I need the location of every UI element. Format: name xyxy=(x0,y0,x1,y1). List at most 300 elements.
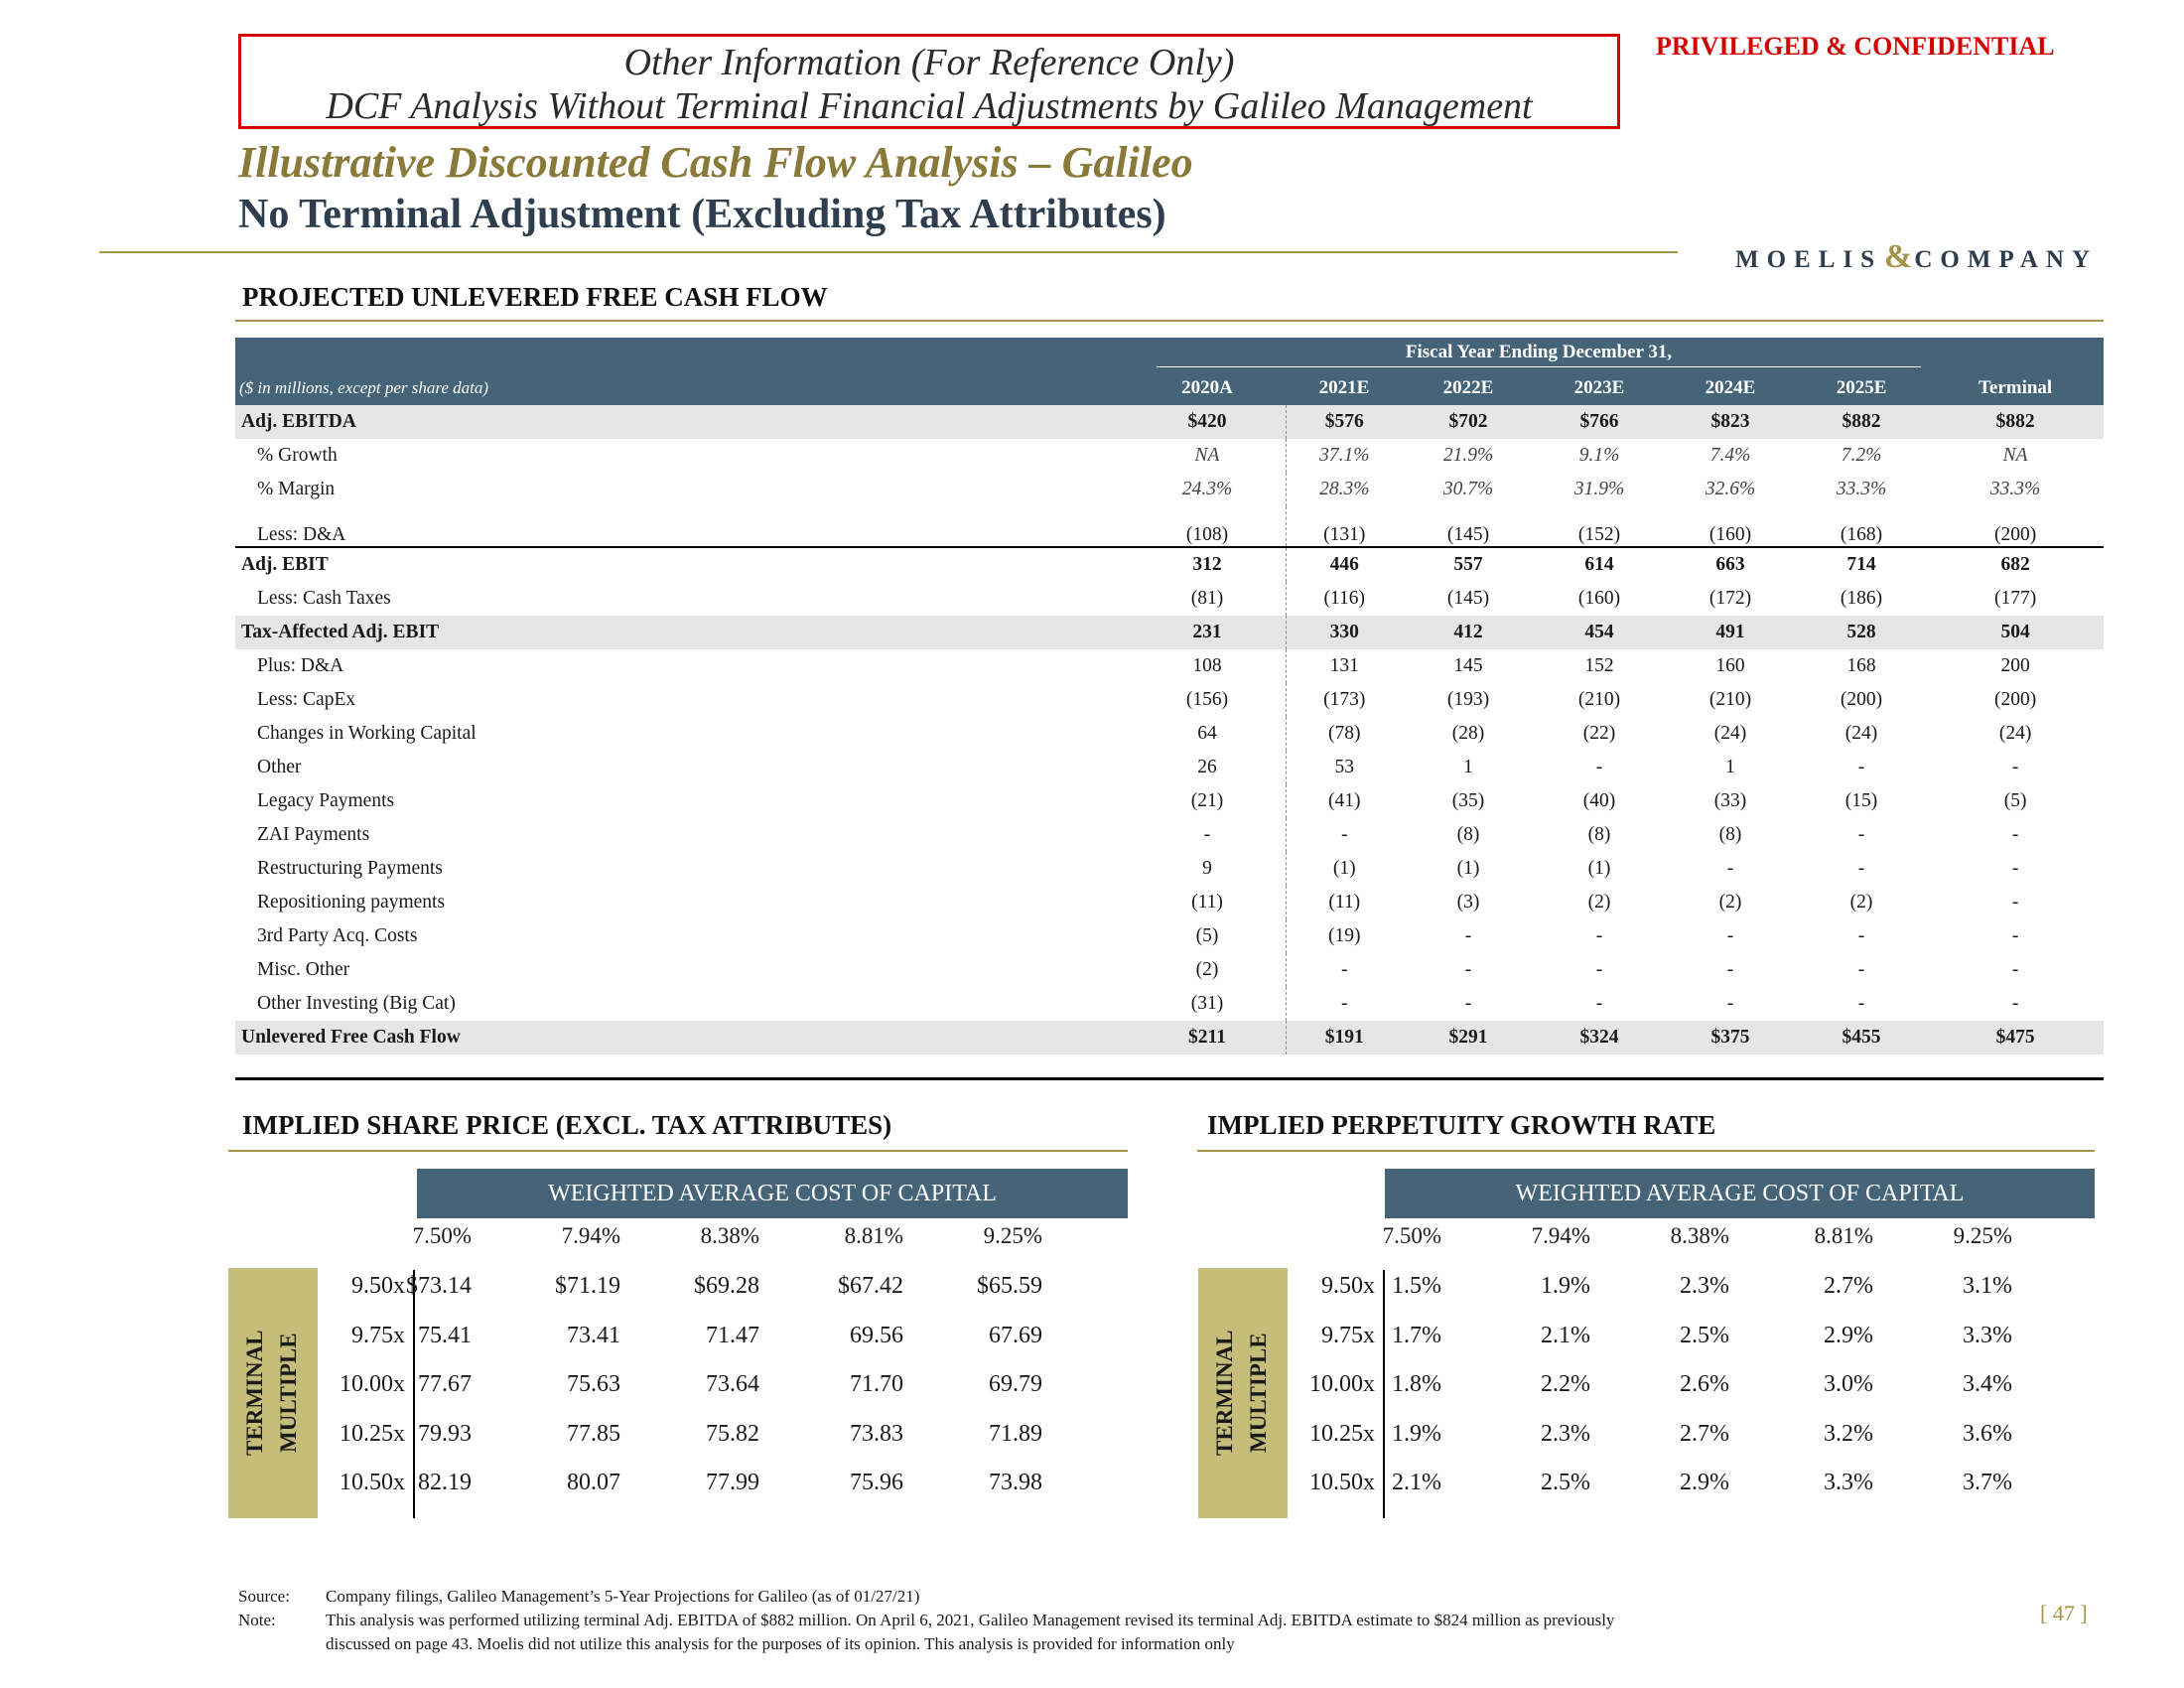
historical-divider xyxy=(1266,784,1286,818)
fcf-cell: 7.2% xyxy=(1841,445,1882,466)
fcf-cell: - xyxy=(2011,824,2019,845)
share-price-cell: 77.85 xyxy=(567,1420,620,1447)
fcf-cell: 412 xyxy=(1403,616,1534,649)
fcf-cell: (81) xyxy=(1190,588,1224,609)
fcf-cell: - xyxy=(2011,925,2019,946)
fcf-row-label: Adj. EBIT xyxy=(235,547,1149,582)
share-price-wacc-header: 7.50% xyxy=(412,1223,472,1248)
fcf-cell: $191 xyxy=(1286,1021,1403,1055)
fcf-cell: 64 xyxy=(1197,723,1217,744)
year-header: 2022E xyxy=(1403,371,1534,405)
share-price-cell: 73.64 xyxy=(706,1371,759,1397)
fcf-cell: - xyxy=(1726,858,1734,879)
growth-multiple-row-label: 9.75x xyxy=(1321,1322,1375,1348)
fcf-cell: 9.1% xyxy=(1578,445,1620,466)
fcf-cell: (2) xyxy=(1849,892,1873,913)
historical-divider xyxy=(1266,405,1286,439)
fcf-row-label: % Margin xyxy=(257,479,336,499)
growth-cell: 2.5% xyxy=(1541,1470,1590,1495)
share-price-wacc-header: 9.25% xyxy=(983,1223,1042,1248)
fcf-cell: 454 xyxy=(1534,616,1665,649)
fcf-row xyxy=(235,987,2104,1021)
fcf-row-label: ZAI Payments xyxy=(257,824,370,845)
historical-divider xyxy=(1266,506,1286,547)
fcf-table xyxy=(235,338,2104,1055)
share-price-multiple-row-label: 10.00x xyxy=(340,1371,405,1397)
fcf-cell: - xyxy=(2011,757,2019,777)
growth-cell: 3.7% xyxy=(1963,1470,2012,1495)
share-price-cell: 77.99 xyxy=(706,1470,759,1495)
fcf-cell: (173) xyxy=(1323,689,1366,710)
fcf-cell: $455 xyxy=(1796,1021,1927,1055)
growth-cell: 1.8% xyxy=(1392,1371,1441,1397)
growth-multiple-row-label: 9.50x xyxy=(1321,1273,1375,1299)
historical-divider xyxy=(1266,1021,1286,1055)
growth-cell: 2.5% xyxy=(1680,1322,1729,1348)
share-price-terminal-label: TERMINAL xyxy=(242,1330,267,1457)
historical-divider xyxy=(1266,473,1286,506)
share-price-cell: 80.07 xyxy=(567,1470,620,1495)
fcf-row xyxy=(235,818,2104,852)
fcf-row-label: Tax-Affected Adj. EBIT xyxy=(235,616,1149,649)
fcf-row-label: Plus: D&A xyxy=(257,655,344,676)
fcf-cell: (8) xyxy=(1456,824,1480,845)
fcf-cell: 21.9% xyxy=(1442,445,1494,466)
fcf-cell: $324 xyxy=(1534,1021,1665,1055)
share-price-cell: $71.19 xyxy=(555,1273,620,1299)
year-header: 2025E xyxy=(1796,371,1927,405)
fcf-cell: (108) xyxy=(1185,524,1229,545)
fcf-cell: (24) xyxy=(1713,723,1747,744)
share-price-cell: 67.69 xyxy=(989,1322,1042,1348)
fcf-cell: (3) xyxy=(1456,892,1480,913)
growth-wacc-header: 9.25% xyxy=(1953,1223,2012,1248)
fcf-row-label: Misc. Other xyxy=(257,959,350,980)
note-label: Note: xyxy=(238,1611,276,1629)
growth-cell: 2.1% xyxy=(1541,1322,1590,1348)
fcf-cell: 33.3% xyxy=(1989,479,2041,499)
fcf-row-label: Legacy Payments xyxy=(257,790,395,811)
fcf-cell: (156) xyxy=(1185,689,1229,710)
fcf-cell: 53 xyxy=(1334,757,1354,777)
historical-divider xyxy=(1266,683,1286,717)
fcf-row xyxy=(235,683,2104,717)
year-header: 2021E xyxy=(1286,371,1403,405)
fcf-row xyxy=(235,784,2104,818)
share-price-cell: 75.63 xyxy=(567,1371,620,1397)
fcf-cell: $882 xyxy=(1796,405,1927,439)
fcf-cell: (200) xyxy=(1840,689,1883,710)
fcf-cell: - xyxy=(1857,993,1865,1014)
share-price-multiple-row-label: 10.25x xyxy=(340,1420,405,1447)
fcf-cell: 28.3% xyxy=(1319,479,1370,499)
fcf-cell: (160) xyxy=(1577,588,1621,609)
fcf-cell: 231 xyxy=(1149,616,1266,649)
fcf-cell: (168) xyxy=(1840,524,1883,545)
fcf-cell: (152) xyxy=(1577,524,1621,545)
share-price-cell: 71.47 xyxy=(706,1322,759,1348)
fcf-row xyxy=(235,582,2104,616)
growth-cell: 2.9% xyxy=(1680,1470,1729,1495)
growth-cell: 2.7% xyxy=(1680,1420,1729,1447)
fcf-cell: $882 xyxy=(1927,405,2104,439)
fcf-cell: 30.7% xyxy=(1442,479,1494,499)
fcf-cell: 32.6% xyxy=(1705,479,1756,499)
fcf-cell: (116) xyxy=(1323,588,1365,609)
fcf-cell: - xyxy=(1464,959,1472,980)
fcf-cell: $766 xyxy=(1534,405,1665,439)
fcf-row xyxy=(235,751,2104,784)
fcf-row-label: Unlevered Free Cash Flow xyxy=(235,1021,1149,1055)
fcf-row xyxy=(235,953,2104,987)
fcf-cell: 9 xyxy=(1202,858,1212,879)
fcf-cell: $420 xyxy=(1149,405,1266,439)
fcf-row-label: Less: CapEx xyxy=(257,689,356,710)
fcf-section-title: PROJECTED UNLEVERED FREE CASH FLOW xyxy=(242,282,828,312)
share-price-cell: 71.70 xyxy=(850,1371,903,1397)
fcf-cell: - xyxy=(1726,959,1734,980)
fcf-cell: (172) xyxy=(1708,588,1752,609)
fcf-cell: (131) xyxy=(1323,524,1366,545)
share-price-section-rule xyxy=(228,1150,1128,1152)
source-text: Company filings, Galileo Management’s 5-Year Projections for Galileo (as of 01/27/21) xyxy=(326,1587,920,1606)
historical-divider xyxy=(1266,547,1286,582)
fcf-cell: - xyxy=(1595,757,1603,777)
fcf-cell: (35) xyxy=(1451,790,1485,811)
historical-divider xyxy=(1266,717,1286,751)
share-price-cell: 75.82 xyxy=(706,1420,759,1447)
brand-logo xyxy=(1735,238,2098,276)
share-price-multiple-row-label: 9.75x xyxy=(351,1322,405,1348)
fcf-cell: (186) xyxy=(1840,588,1883,609)
fcf-cell: 504 xyxy=(1927,616,2104,649)
fcf-row-label: Adj. EBITDA xyxy=(235,405,1149,439)
share-price-wacc-header: WEIGHTED AVERAGE COST OF CAPITAL xyxy=(417,1169,1128,1218)
fcf-cell: $291 xyxy=(1403,1021,1534,1055)
fcf-cell: - xyxy=(1857,925,1865,946)
fcf-cell: 152 xyxy=(1584,655,1614,676)
fcf-row-label: Other xyxy=(257,757,302,777)
fcf-cell: (210) xyxy=(1708,689,1752,710)
fcf-cell: 312 xyxy=(1149,547,1266,582)
growth-cell: 3.1% xyxy=(1963,1273,2012,1299)
fcf-cell: (8) xyxy=(1718,824,1742,845)
growth-cell: 1.9% xyxy=(1392,1420,1441,1447)
year-header: 2023E xyxy=(1534,371,1665,405)
growth-wacc-header: 8.38% xyxy=(1670,1223,1729,1248)
fcf-cell: $375 xyxy=(1665,1021,1796,1055)
year-header: Terminal xyxy=(1927,371,2104,405)
fcf-cell: - xyxy=(2011,993,2019,1014)
fcf-row xyxy=(235,473,2104,506)
fcf-cell: - xyxy=(1595,959,1603,980)
fcf-cell: 528 xyxy=(1796,616,1927,649)
fcf-cell: 1 xyxy=(1725,757,1735,777)
share-price-cell: 73.83 xyxy=(850,1420,903,1447)
fcf-cell: (40) xyxy=(1582,790,1616,811)
fcf-header-row-2 xyxy=(235,371,2104,405)
growth-cell: 1.5% xyxy=(1392,1273,1441,1299)
fcf-row xyxy=(235,506,2104,547)
fcf-row-label: Other Investing (Big Cat) xyxy=(257,993,456,1014)
fcf-cell: (177) xyxy=(1993,588,2037,609)
growth-wacc-header: 7.50% xyxy=(1382,1223,1441,1248)
growth-multiple-row-label: 10.00x xyxy=(1309,1371,1375,1397)
growth-cell: 3.4% xyxy=(1963,1371,2012,1397)
fcf-row-label: Less: D&A xyxy=(257,524,346,545)
historical-divider xyxy=(1266,953,1286,987)
fcf-cell: (41) xyxy=(1328,790,1361,811)
fcf-cell: 557 xyxy=(1403,547,1534,582)
fcf-cell: 37.1% xyxy=(1319,445,1370,466)
fcf-cell: - xyxy=(1857,824,1865,845)
fcf-cell: (5) xyxy=(1195,925,1219,946)
fcf-cell: - xyxy=(1857,757,1865,777)
fcf-cell: - xyxy=(1464,925,1472,946)
fcf-cell: 108 xyxy=(1192,655,1222,676)
fcf-cell: (200) xyxy=(1993,689,2037,710)
fcf-cell: 33.3% xyxy=(1836,479,1887,499)
fcf-cell: (24) xyxy=(1998,723,2032,744)
fcf-cell: 26 xyxy=(1197,757,1217,777)
growth-cell: 1.7% xyxy=(1392,1322,1441,1348)
fcf-cell: - xyxy=(2011,892,2019,913)
fcf-row xyxy=(235,649,2104,683)
page-subtitle: No Terminal Adjustment (Excluding Tax Attributes) xyxy=(238,192,1166,237)
fcf-cell: (21) xyxy=(1190,790,1224,811)
fcf-cell: (11) xyxy=(1328,892,1361,913)
fcf-cell: $823 xyxy=(1665,405,1796,439)
growth-cell: 3.0% xyxy=(1824,1371,1873,1397)
fcf-cell: (22) xyxy=(1582,723,1616,744)
growth-cell: 2.3% xyxy=(1680,1273,1729,1299)
fcf-cell: - xyxy=(1726,925,1734,946)
fcf-cell: 491 xyxy=(1665,616,1796,649)
fcf-cell: (145) xyxy=(1446,524,1490,545)
growth-wacc-header: 8.81% xyxy=(1814,1223,1873,1248)
share-price-multiple-label: MULTIPLE xyxy=(276,1333,301,1454)
growth-wacc-header: WEIGHTED AVERAGE COST OF CAPITAL xyxy=(1385,1169,2095,1218)
growth-cell: 3.3% xyxy=(1963,1322,2012,1348)
page-title: Illustrative Discounted Cash Flow Analysis – Galileo xyxy=(238,138,1193,187)
fcf-row xyxy=(235,405,2104,439)
share-price-multiple-row-label: 9.50x xyxy=(351,1273,405,1299)
units-note: ($ in millions, except per share data) xyxy=(235,371,1149,405)
fcf-cell: - xyxy=(1726,993,1734,1014)
fcf-cell: (200) xyxy=(1993,524,2037,545)
fcf-cell: NA xyxy=(1194,445,1220,466)
fcf-cell: 168 xyxy=(1846,655,1876,676)
fcf-cell: 682 xyxy=(1927,547,2104,582)
fcf-cell: (193) xyxy=(1446,689,1490,710)
fcf-cell: 160 xyxy=(1715,655,1745,676)
fcf-header-row-1 xyxy=(235,338,2104,371)
fcf-cell: 663 xyxy=(1665,547,1796,582)
share-price-cell: $73.14 xyxy=(406,1273,472,1299)
fcf-cell: - xyxy=(1341,824,1348,845)
growth-cell: 2.1% xyxy=(1392,1470,1441,1495)
year-header: 2020A xyxy=(1149,371,1266,405)
fcf-cell: (210) xyxy=(1577,689,1621,710)
growth-cell: 3.6% xyxy=(1963,1420,2012,1447)
fcf-cell: - xyxy=(1341,993,1348,1014)
fcf-cell: (160) xyxy=(1708,524,1752,545)
growth-section-rule xyxy=(1197,1150,2095,1152)
fcf-cell: - xyxy=(1464,993,1472,1014)
fcf-cell: 145 xyxy=(1453,655,1483,676)
year-header: 2024E xyxy=(1665,371,1796,405)
fy-header-text: Fiscal Year Ending December 31, xyxy=(1157,342,1921,367)
fcf-cell: (28) xyxy=(1451,723,1485,744)
fcf-cell: 131 xyxy=(1329,655,1359,676)
fcf-table-bottom-rule xyxy=(235,1077,2104,1080)
historical-divider xyxy=(1266,852,1286,886)
fcf-cell: (1) xyxy=(1456,858,1480,879)
fcf-cell: (33) xyxy=(1713,790,1747,811)
fcf-row-label: Changes in Working Capital xyxy=(257,723,477,744)
fcf-cell: (1) xyxy=(1332,858,1356,879)
fcf-cell: $576 xyxy=(1286,405,1403,439)
fcf-cell: 200 xyxy=(2000,655,2030,676)
fcf-cell: (2) xyxy=(1195,959,1219,980)
fcf-cell: 31.9% xyxy=(1573,479,1625,499)
share-price-cell: 69.56 xyxy=(850,1322,903,1348)
share-price-cell: 75.41 xyxy=(418,1322,472,1348)
fcf-cell: - xyxy=(1857,858,1865,879)
share-price-cell: 73.98 xyxy=(989,1470,1042,1495)
growth-wacc-header: 7.94% xyxy=(1531,1223,1590,1248)
share-price-wacc-header: 8.38% xyxy=(700,1223,759,1248)
historical-divider xyxy=(1266,582,1286,616)
fcf-row xyxy=(235,886,2104,919)
fcf-row xyxy=(235,852,2104,886)
fy-header xyxy=(1149,338,1927,371)
growth-cell: 2.6% xyxy=(1680,1371,1729,1397)
brand-right: COMPANY xyxy=(1914,246,2099,273)
share-price-cell: $67.42 xyxy=(838,1273,903,1299)
growth-cell: 2.9% xyxy=(1824,1322,1873,1348)
historical-divider xyxy=(1266,818,1286,852)
fcf-cell: 614 xyxy=(1534,547,1665,582)
note-text-line-2: discussed on page 43. Moelis did not utilize this analysis for the purposes of its opinion. This analysis is provided for information only xyxy=(326,1634,1235,1653)
confidential-label: PRIVILEGED & CONFIDENTIAL xyxy=(1656,32,2055,61)
fcf-row-label: Less: Cash Taxes xyxy=(257,588,391,609)
fcf-row xyxy=(235,547,2104,582)
header-divider xyxy=(99,251,1678,253)
reference-line-2: DCF Analysis Without Terminal Financial Adjustments by Galileo Management xyxy=(326,85,1533,127)
growth-cell: 3.2% xyxy=(1824,1420,1873,1447)
brand-left: MOELIS xyxy=(1735,246,1883,273)
reference-line-1: Other Information (For Reference Only) xyxy=(623,42,1235,83)
fcf-cell: (24) xyxy=(1844,723,1878,744)
historical-divider xyxy=(1266,987,1286,1021)
share-price-cell: 79.93 xyxy=(418,1420,472,1447)
fcf-cell: - xyxy=(1203,824,1211,845)
share-price-section-title: IMPLIED SHARE PRICE (EXCL. TAX ATTRIBUTES) xyxy=(242,1110,892,1140)
fcf-cell: (15) xyxy=(1844,790,1878,811)
reference-box xyxy=(238,34,1620,129)
fcf-cell: 330 xyxy=(1286,616,1403,649)
share-price-cell: $69.28 xyxy=(694,1273,759,1299)
fcf-row-label: 3rd Party Acq. Costs xyxy=(257,925,418,946)
growth-multiple-row-label: 10.50x xyxy=(1309,1470,1375,1495)
page-number: [ 47 ] xyxy=(2040,1601,2088,1625)
growth-cell: 2.2% xyxy=(1541,1371,1590,1397)
fcf-row xyxy=(235,616,2104,649)
share-price-wacc-header: 8.81% xyxy=(844,1223,903,1248)
fcf-row xyxy=(235,919,2104,953)
fcf-row xyxy=(235,1021,2104,1055)
fcf-cell: (8) xyxy=(1587,824,1611,845)
fcf-cell: NA xyxy=(2002,445,2028,466)
fcf-cell: (19) xyxy=(1328,925,1361,946)
share-price-cell: 73.41 xyxy=(567,1322,620,1348)
growth-terminal-label: TERMINAL xyxy=(1212,1330,1237,1457)
source-label: Source: xyxy=(238,1587,290,1606)
historical-divider xyxy=(1266,439,1286,473)
share-price-cell: 69.79 xyxy=(989,1371,1042,1397)
fcf-cell: (1) xyxy=(1587,858,1611,879)
growth-cell: 1.9% xyxy=(1541,1273,1590,1299)
fcf-cell: 7.4% xyxy=(1709,445,1751,466)
growth-cell: 2.3% xyxy=(1541,1420,1590,1447)
fcf-cell: 1 xyxy=(1463,757,1473,777)
share-price-cell: $65.59 xyxy=(977,1273,1042,1299)
fcf-cell: $211 xyxy=(1149,1021,1266,1055)
note-text-line-1: This analysis was performed utilizing terminal Adj. EBITDA of $882 million. On April 6, 2021, Galileo Management revised its terminal Adj. EBITDA estimate to $824 million as previously xyxy=(326,1611,1615,1629)
fcf-cell: - xyxy=(2011,858,2019,879)
fcf-cell: (2) xyxy=(1587,892,1611,913)
fcf-row-label: Repositioning payments xyxy=(257,892,446,913)
fcf-cell: $702 xyxy=(1403,405,1534,439)
historical-divider xyxy=(1266,919,1286,953)
fcf-cell: (31) xyxy=(1190,993,1224,1014)
fcf-row xyxy=(235,717,2104,751)
historical-divider xyxy=(1266,616,1286,649)
fcf-cell: 446 xyxy=(1286,547,1403,582)
growth-cell: 2.7% xyxy=(1824,1273,1873,1299)
historical-divider xyxy=(1266,751,1286,784)
share-price-cell: 82.19 xyxy=(418,1470,472,1495)
fcf-cell: - xyxy=(1341,959,1348,980)
share-price-cell: 75.96 xyxy=(850,1470,903,1495)
fcf-cell: (5) xyxy=(2003,790,2027,811)
fcf-cell: 24.3% xyxy=(1181,479,1233,499)
fcf-cell: (78) xyxy=(1328,723,1361,744)
share-price-wacc-header: 7.94% xyxy=(561,1223,620,1248)
share-price-cell: 77.67 xyxy=(418,1371,472,1397)
fcf-cell: - xyxy=(1857,959,1865,980)
fcf-cell: - xyxy=(1595,993,1603,1014)
fcf-cell: $475 xyxy=(1927,1021,2104,1055)
growth-cell: 3.3% xyxy=(1824,1470,1873,1495)
growth-multiple-label: MULTIPLE xyxy=(1246,1333,1271,1454)
historical-divider xyxy=(1266,886,1286,919)
growth-section-title: IMPLIED PERPETUITY GROWTH RATE xyxy=(1207,1110,1716,1140)
fcf-cell: (145) xyxy=(1446,588,1490,609)
brand-ampersand: & xyxy=(1884,238,1913,275)
fcf-row-label: % Growth xyxy=(257,445,338,466)
fcf-section-rule xyxy=(235,320,2104,322)
fcf-cell: - xyxy=(2011,959,2019,980)
fcf-cell: - xyxy=(1595,925,1603,946)
share-price-cell: 71.89 xyxy=(989,1420,1042,1447)
fcf-cell: (11) xyxy=(1191,892,1223,913)
historical-divider xyxy=(1266,649,1286,683)
fcf-cell: (2) xyxy=(1718,892,1742,913)
growth-multiple-row-label: 10.25x xyxy=(1309,1420,1375,1447)
fcf-cell: 714 xyxy=(1796,547,1927,582)
